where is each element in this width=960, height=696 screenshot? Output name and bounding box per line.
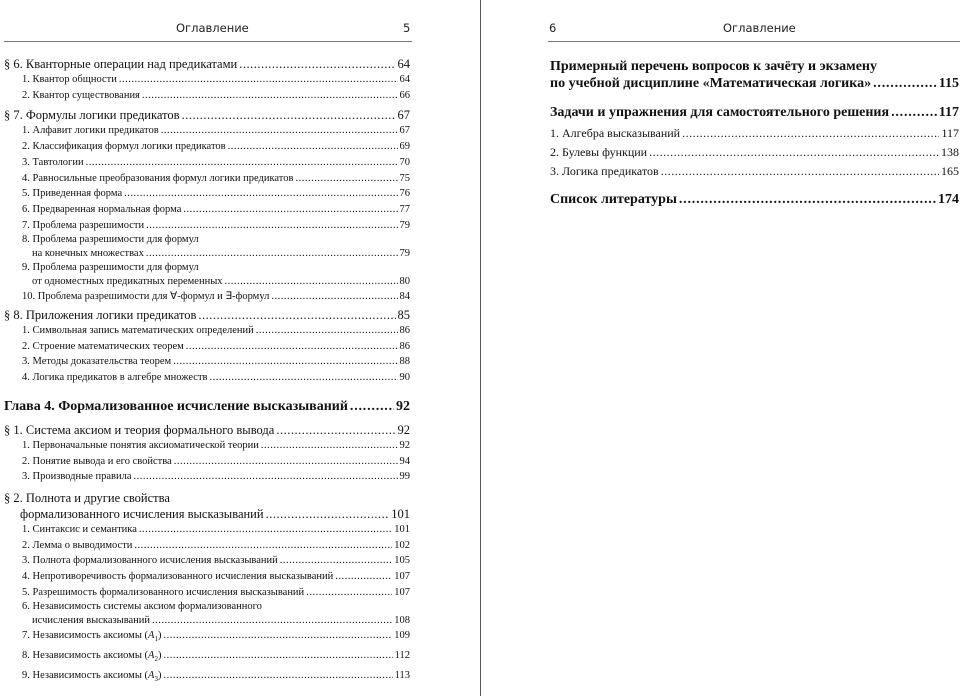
toc-item[interactable]: 3. Методы доказательства теорем ..... 88 — [4, 354, 410, 370]
toc-section[interactable]: § 7. Формулы логики предикатов ..... 67 — [4, 107, 410, 123]
toc-item[interactable]: 2. Лемма о выводимости ..... 102 — [4, 538, 410, 554]
toc-item[interactable]: 9. Независимость аксиомы $(A_3)$ ..... 113 — [4, 668, 410, 688]
header-rule — [548, 41, 960, 42]
toc-item[interactable]: 7. Проблема разрешимости ..... 79 — [4, 218, 410, 234]
header-rule — [4, 41, 412, 42]
toc-item-line[interactable]: 9. Проблема разрешимости для формул — [22, 262, 199, 274]
toc-item[interactable]: 1. Квантор общности ..... 64 — [4, 72, 410, 88]
toc-section[interactable]: формализованного исчисления высказываний ..... 101 — [4, 506, 410, 522]
toc-chapter[interactable]: Глава 4. Формализованное исчисление высказываний ..... 92 — [4, 398, 410, 416]
toc-item[interactable]: 2. Строение математических теорем ..... 86 — [4, 339, 410, 355]
toc-item[interactable]: 7. Независимость аксиомы $(A_1)$ ..... 109 — [4, 628, 410, 648]
toc-item[interactable]: 1. Синтаксис и семантика ..... 101 — [4, 522, 410, 538]
toc-item-line[interactable]: 6. Независимость системы аксиом формализованного — [22, 601, 262, 613]
toc-item[interactable]: 6. Предваренная нормальная форма ..... 77 — [4, 202, 410, 218]
toc-right — [550, 58, 959, 208]
toc-item[interactable]: 5. Приведенная форма ..... 76 — [4, 186, 410, 202]
toc-entry[interactable]: Список литературы ..... 174 — [550, 191, 959, 208]
toc-item[interactable]: 3. Логика предикатов ..... 165 — [550, 162, 959, 181]
toc-left — [4, 56, 410, 688]
toc-item[interactable]: от одноместных предикатных переменных ..... 80 — [4, 275, 410, 289]
toc-item[interactable]: 4. Логика предикатов в алгебре множеств ..... 90 — [4, 370, 410, 386]
toc-item[interactable]: 2. Квантор существования ..... 66 — [4, 88, 410, 104]
toc-item[interactable]: 1. Алфавит логики предикатов ..... 67 — [4, 123, 410, 139]
toc-section-line[interactable]: § 2. Полнота и другие свойства — [4, 490, 170, 505]
toc-item[interactable]: 4. Непротиворечивость формализованного исчисления высказываний ..... 107 — [4, 569, 410, 585]
toc-item[interactable]: 2. Классификация формул логики предикатов ..... 69 — [4, 139, 410, 155]
toc-item[interactable]: исчисления высказываний ..... 108 — [4, 614, 410, 628]
toc-item[interactable]: 2. Понятие вывода и его свойства ..... 94 — [4, 454, 410, 470]
toc-item[interactable]: 2. Булевы функции ..... 138 — [550, 143, 959, 162]
header-title: Оглавление — [723, 21, 796, 35]
toc-section[interactable]: § 8. Приложения логики предикатов ..... 85 — [4, 307, 410, 323]
toc-entry-line[interactable]: Примерный перечень вопросов к зачёту и экзамену — [550, 59, 877, 74]
toc-section[interactable]: § 1. Система аксиом и теория формального вывода ..... 92 — [4, 422, 410, 438]
toc-item[interactable]: 1. Алгебра высказываний ..... 117 — [550, 124, 959, 143]
toc-section[interactable]: § 6. Кванторные операции над предикатами ..... 64 — [4, 56, 410, 72]
toc-item-line[interactable]: 8. Проблема разрешимости для формул — [22, 234, 199, 246]
toc-item[interactable]: 4. Равносильные преобразования формул логики предикатов ..... 75 — [4, 171, 410, 187]
header-title: Оглавление — [176, 21, 249, 35]
header-page-number: 5 — [403, 21, 411, 35]
toc-item[interactable]: 1. Первоначальные понятия аксиоматической теории ..... 92 — [4, 438, 410, 454]
toc-item[interactable]: 3. Полнота формализованного исчисления высказываний ..... 105 — [4, 553, 410, 569]
toc-item[interactable]: 1. Символьная запись математических определений ..... 86 — [4, 323, 410, 339]
toc-item[interactable]: на конечных множествах ..... 79 — [4, 247, 410, 261]
toc-item[interactable]: 3. Производные правила ..... 99 — [4, 469, 410, 485]
toc-item[interactable]: 8. Независимость аксиомы $(A_2)$ ..... 112 — [4, 648, 410, 668]
toc-item[interactable]: 5. Разрешимость формализованного исчисления высказываний ..... 107 — [4, 585, 410, 601]
toc-item[interactable]: 10. Проблема разрешимости для ∀-формул и ∃-формул ..... 84 — [4, 289, 410, 305]
header-page-number: 6 — [549, 21, 557, 35]
toc-entry[interactable]: Задачи и упражнения для самостоятельного решения ..... 117 — [550, 104, 959, 121]
toc-entry[interactable]: по учебной дисциплине «Математическая логика» ..... 115 — [550, 75, 959, 92]
toc-item[interactable]: 3. Тавтологии ..... 70 — [4, 155, 410, 171]
right-page — [481, 0, 960, 696]
